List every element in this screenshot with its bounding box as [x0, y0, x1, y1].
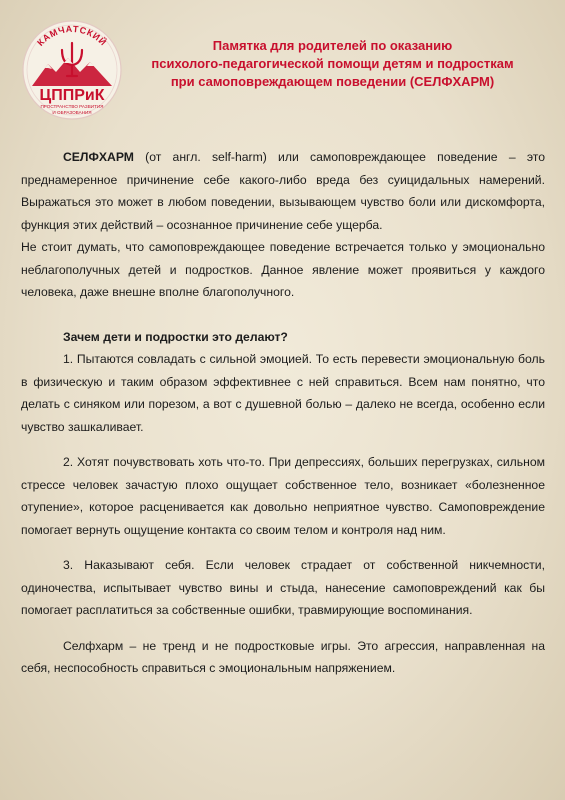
- logo-arc-text: КАМЧАТСКИЙ: [35, 23, 109, 48]
- logo-tagline-1: ПРОСТРАНСТВО РАЗВИТИЯ: [40, 104, 104, 109]
- logo-tagline-2: И ОБРАЗОВАНИЯ: [52, 110, 92, 115]
- term-definition: (от англ. self-harm) или самоповреждающее поведение – это преднамеренное причинение себе какого-либо вреда без суицидальных намерений. Выражаться это может в любом поведении, вызывающем чувство боли или дискомфорта, функция этих действий – осознанное причинение себе ущерба.: [21, 150, 545, 232]
- intro-paragraph: [21, 146, 545, 236]
- title-line-1: Памятка для родителей по оказанию: [212, 38, 453, 53]
- reason-1: 1. Пытаются совладать с сильной эмоцией. То есть перевести эмоциональную боль в физическую и таким образом эффективнее с ней справиться. Всем нам понятно, что делать с синяком или порезом, а вот с душевной болью – далеко не всегда, особенно если чувство зашкаливает.: [21, 352, 545, 434]
- reason-2: 2. Хотят почувствовать хоть что-то. При депрессиях, больших перегрузках, сильном стрессе человек зачастую плохо ощущает собственное тело, возникает «болезненное отупение», которое расценивается как довольно неприятное чувство. Самоповреждение помогает вернуть ощущение контакта со своим телом и контроля над ним.: [21, 455, 545, 537]
- title-line-2: психолого-педагогической помощи детям и подросткам: [151, 56, 514, 71]
- term-selfharm: СЕЛФХАРМ: [63, 150, 134, 164]
- page-title: [130, 37, 535, 91]
- conclusion-paragraph: Селфхарм – не тренд и не подростковые игры. Это агрессия, направленная на себя, неспособность справиться с эмоциональным напряжением.: [21, 638, 545, 675]
- logo-name: ЦППРиК: [39, 87, 105, 104]
- section-question: Зачем дети и подростки это делают?: [63, 329, 288, 344]
- title-line-3: при самоповреждающем поведении (СЕЛФХАРМ): [170, 74, 495, 89]
- intro-paragraph-2: Не стоит думать, что самоповреждающее поведение встречается только у эмоционально неблагополучных детей и подростков. Данное явление может проявиться у каждого человека, даже внешне вполне благополучного.: [21, 240, 545, 299]
- reason-3: 3. Наказывают себя. Если человек страдает от собственной никчемности, одиночества, испытывает чувство вины и стыда, нанесение самоповреждений как бы помогает расплатиться за собственные ошибки, травмирующие воспоминания.: [21, 558, 545, 617]
- document-body: [21, 146, 545, 680]
- logo: [18, 14, 126, 122]
